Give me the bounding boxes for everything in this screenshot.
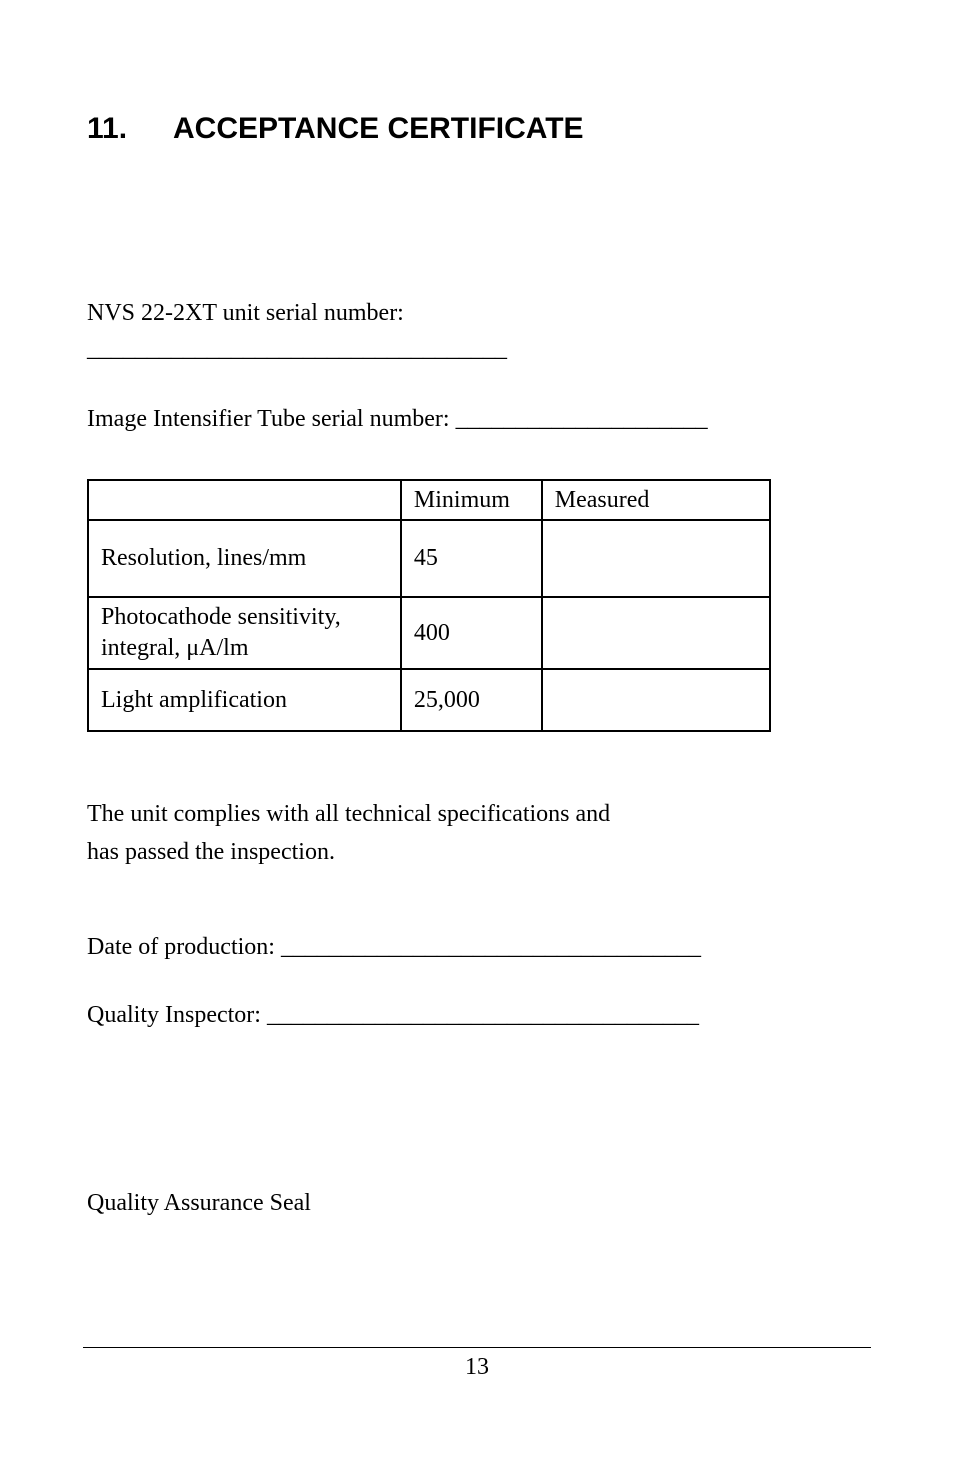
section-heading — [87, 110, 584, 148]
quality-inspector-field[interactable]: Quality Inspector: ____________________________________ — [87, 1002, 699, 1028]
measured-cell[interactable] — [542, 669, 770, 731]
section-title: ACCEPTANCE CERTIFICATE — [173, 112, 584, 145]
table-header-minimum: Minimum — [401, 480, 542, 520]
unit-serial-label: NVS 22-2XT unit serial number: — [87, 300, 404, 326]
minimum-cell: 25,000 — [401, 669, 542, 731]
minimum-cell: 400 — [401, 597, 542, 669]
section-number: 11. — [87, 112, 128, 145]
table-header-cell — [88, 480, 401, 520]
footer-divider — [83, 1347, 871, 1348]
compliance-statement — [87, 795, 727, 871]
parameter-cell — [88, 669, 401, 731]
statement-line-1: The unit complies with all technical specifications and — [87, 801, 611, 827]
specification-table — [87, 479, 771, 732]
tube-serial-field[interactable]: Image Intensifier Tube serial number: _____________________ — [87, 406, 708, 432]
date-of-production-field[interactable]: Date of production: ___________________________________ — [87, 934, 701, 960]
parameter-label-continued: integral, μA/lm — [101, 635, 249, 661]
table-row — [88, 597, 770, 669]
measured-cell[interactable] — [542, 597, 770, 669]
parameter-label: Light amplification — [101, 686, 287, 713]
parameter-label: Photocathode sensitivity, — [101, 604, 341, 630]
table-row — [88, 669, 770, 731]
measured-cell[interactable] — [542, 520, 770, 597]
parameter-cell — [88, 597, 401, 669]
unit-serial-blank[interactable]: ___________________________________ — [87, 336, 507, 362]
minimum-cell: 45 — [401, 520, 542, 597]
table-row — [88, 520, 770, 597]
parameter-cell — [88, 520, 401, 597]
table-header-measured: Measured — [542, 480, 770, 520]
table-header-row — [88, 480, 770, 520]
statement-line-2: has passed the inspection. — [87, 839, 335, 865]
page-number: 13 — [465, 1354, 489, 1380]
quality-assurance-seal-label: Quality Assurance Seal — [87, 1190, 311, 1216]
parameter-label: Resolution, lines/mm — [101, 545, 307, 571]
